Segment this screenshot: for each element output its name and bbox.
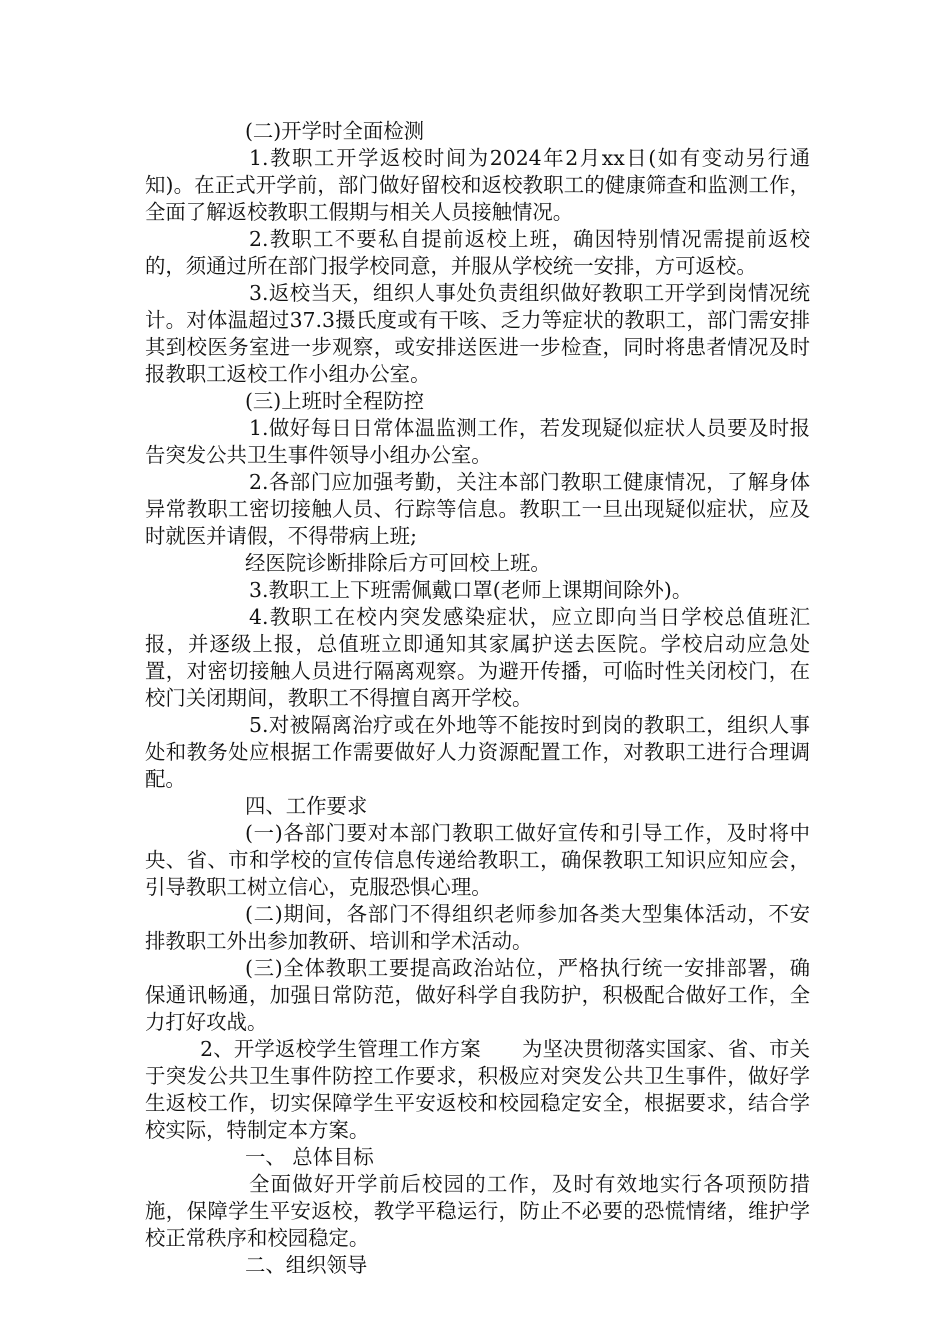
subheading-work-prevention: (三)上班时全程防控 xyxy=(244,389,424,413)
paragraph: 3.教职工上下班需佩戴口罩(老师上课期间除外)。 xyxy=(249,578,693,602)
paragraph: 2.教职工不要私自提前返校上班，确因特别情况需提前返校的，须通过所在部门报学校同意，并服从学校统一安排，方可返校。 xyxy=(145,227,810,278)
paragraph: (三)全体教职工要提高政治站位，严格执行统一安排部署，确保通讯畅通，加强日常防范，做好科学自我防护，积极配合做好工作，全力打好攻战。 xyxy=(145,956,810,1034)
paragraph: 3.返校当天，组织人事处负责组织做好教职工开学到岗情况统计。对体温超过37.3摄氏度或有干咳、乏力等症状的教职工，部门需安排其到校医务室进一步观察，或安排送医进一步检查，同时将患者情况及时报教职工返校工作小组办公室。 xyxy=(145,281,810,386)
section-heading-work-requirements: 四、工作要求 xyxy=(244,794,368,818)
paragraph: 1.教职工开学返校时间为2024年2月xx日(如有变动另行通知)。在正式开学前，部门做好留校和返校教职工的健康筛查和监测工作，全面了解返校教职工假期与相关人员接触情况。 xyxy=(145,146,810,224)
paragraph: 经医院诊断排除后方可回校上班。 xyxy=(244,551,551,575)
paragraph: 4.教职工在校内突发感染症状，应立即向当日学校总值班汇报，并逐级上报，总值班立即通知其家属护送去医院。学校启动应急处置，对密切接触人员进行隔离观察。为避开传播，可临时性关闭校门，在校门关闭期间，教职工不得擅自离开学校。 xyxy=(145,605,810,710)
subheading-full-inspection: (二)开学时全面检测 xyxy=(244,119,424,143)
section-title-student-plan: 2、开学返校学生管理工作方案 为坚决贯彻落实国家、省、市关于突发公共卫生事件防控工作要求，积极应对突发公共卫生事件，做好学生返校工作，切实保障学生平安返校和校园稳定安全，根据要求，结合学校实际，特制定本方案。 xyxy=(145,1037,810,1142)
document-body xyxy=(145,118,810,1279)
paragraph: (一)各部门要对本部门教职工做好宣传和引导工作，及时将中央、省、市和学校的宣传信息传递给教职工，确保教职工知识应知应会，引导教职工树立信心，克服恐惧心理。 xyxy=(145,821,810,899)
section-heading-overall-goal: 一、 总体目标 xyxy=(244,1145,374,1169)
paragraph: 2.各部门应加强考勤，关注本部门教职工健康情况，了解身体异常教职工密切接触人员、行踪等信息。教职工一旦出现疑似症状，应及时就医并请假，不得带病上班; xyxy=(145,470,810,548)
paragraph: 全面做好开学前后校园的工作，及时有效地实行各项预防措施，保障学生平安返校，教学平稳运行，防止不必要的恐慌情绪，维护学校正常秩序和校园稳定。 xyxy=(145,1172,810,1250)
paragraph: (二)期间，各部门不得组织老师参加各类大型集体活动，不安排教职工外出参加教研、培训和学术活动。 xyxy=(145,902,810,953)
paragraph: 5.对被隔离治疗或在外地等不能按时到岗的教职工，组织人事处和教务处应根据工作需要做好人力资源配置工作，对教职工进行合理调配。 xyxy=(145,713,810,791)
paragraph: 1.做好每日日常体温监测工作，若发现疑似症状人员要及时报告突发公共卫生事件领导小组办公室。 xyxy=(145,416,810,467)
section-heading-organization: 二、组织领导 xyxy=(244,1253,368,1277)
